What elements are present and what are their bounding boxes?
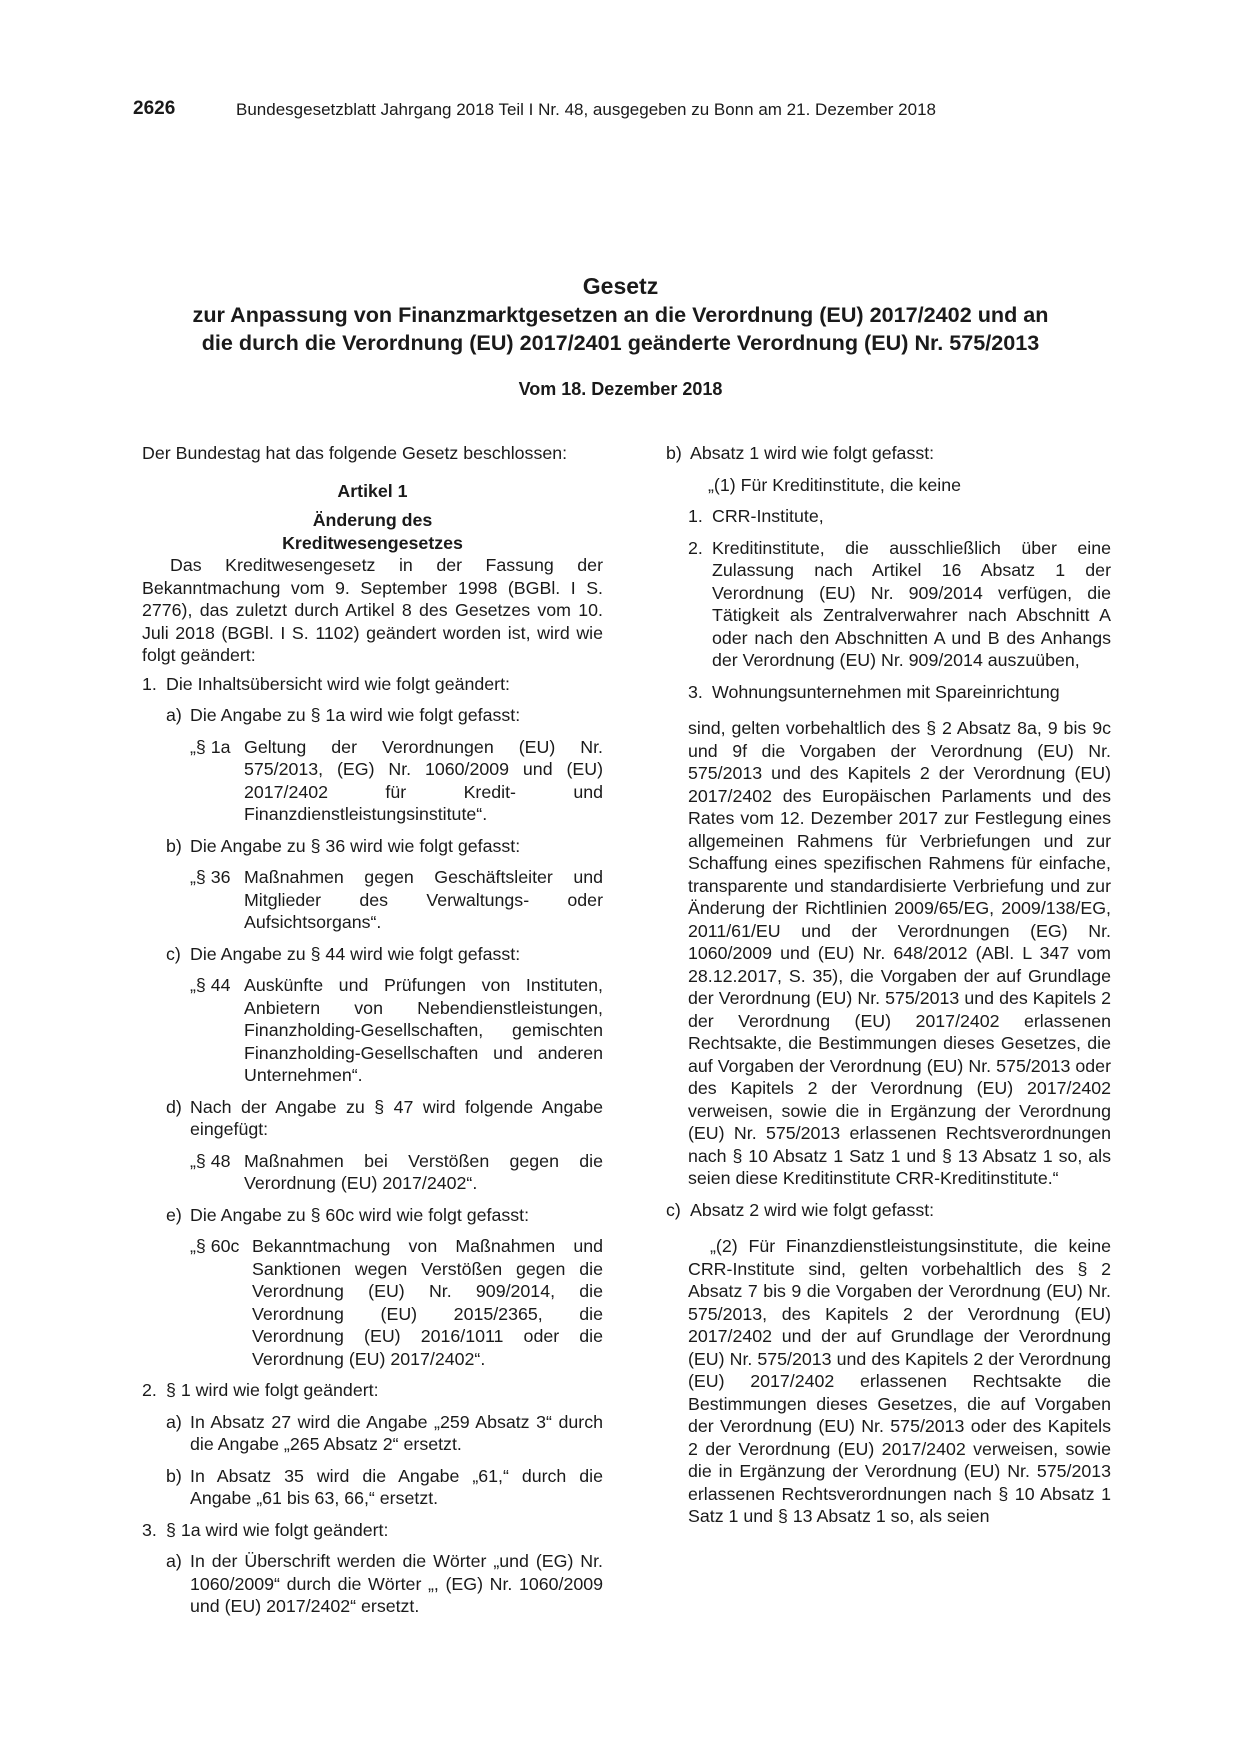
list-item [142,1379,603,1402]
item-number: 1. [142,673,157,694]
item-letter: b) [166,1465,182,1486]
list-item [666,442,1111,465]
item-text: § 1 wird wie folgt geändert: [166,1380,379,1400]
item-number: 2. [142,1380,157,1400]
list-item [166,1411,603,1456]
list-item [166,1204,603,1227]
list-item [166,1465,603,1510]
section-ref: „§ 60c [190,1236,240,1256]
section-ref: „§ 1a [190,736,231,757]
item-number: 1. [688,506,703,526]
item-letter: a) [166,1411,182,1432]
item-text: Die Inhaltsübersicht wird wie folgt geändert: [166,673,510,694]
section-ref: „§ 48 [190,1150,231,1171]
item-text: Die Angabe zu § 60c wird wie folgt gefasst: [190,1204,530,1225]
quoted-entry [190,1150,603,1195]
item-letter: a) [166,1551,182,1571]
quoted-entry [190,736,603,826]
item-text: In Absatz 35 wird die Angabe „61,“ durch die Angabe „61 bis 63, 66,“ ersetzt. [190,1465,603,1508]
item-text: CRR-Institute, [712,506,824,526]
right-column [666,442,1111,1528]
section-ref: „§ 44 [190,975,231,995]
section-ref: „§ 36 [190,867,231,887]
item-letter: b) [166,835,182,856]
item-letter: c) [166,943,181,964]
item-text: Absatz 1 wird wie folgt gefasst: [690,443,935,463]
list-item [666,1199,1111,1222]
entry-text: Auskünfte und Prüfungen von Instituten, Anbietern von Nebendienstleistungen, Finanzholding-Gesellschaften, gemischten Finanzholding-Gesellschaften und anderen Unternehmen“. [244,975,603,1085]
quote-opening: „(1) Für Kreditinstitute, die keine [708,474,961,495]
item-text: Wohnungsunternehmen mit Spareinrichtung [712,681,1060,702]
item-text: In der Überschrift werden die Wörter „und (EG) Nr. 1060/2009“ durch die Wörter „, (EG) Nr. 1060/2009 und (EU) 2017/2402“ ersetzt. [190,1551,603,1616]
left-column [142,442,603,1618]
law-title [90,272,1151,400]
preamble-paragraph: Das Kreditwesengesetz in der Fassung der Bekanntmachung vom 9. September 1998 (BGBl. I S. 2776), das zuletzt durch Artikel 8 des Gesetzes vom 10. Juli 2018 (BGBl. I S. 1102) geändert worden ist, wird wie folgt geändert: [142,555,603,665]
item-letter: a) [166,705,182,725]
item-number: 3. [142,1519,157,1540]
quoted-entry [190,1235,603,1370]
item-text: Absatz 2 wird wie folgt gefasst: [690,1199,935,1220]
list-item [688,505,1111,528]
article-label: Artikel 1 [337,480,408,501]
item-letter: c) [666,1199,681,1220]
item-letter: d) [166,1096,182,1117]
paragraph-2-body: „(2) Für Finanzdienstleistungsinstitute, die keine CRR-Institute sind, gelten vorbehaltlich des § 2 Absatz 7 bis 9 die Vorgaben der Verordnung (EU) Nr. 575/2013, des Kapitels 2 der Verordnung (EU) 2017/2402 und der auf Grundlage der Verordnung (EU) Nr. 575/2013 und des Kapitels 2 der Verordnung (EU) 2017/2402 erlassenen Rechtsakte die Bestimmungen dieses Gesetzes, die auf Vorgaben der Verordnung (EU) Nr. 575/2013 oder des Kapitels 2 der Verordnung (EU) 2017/2402 verweisen, sowie die in Ergänzung der Verordnung (EU) Nr. 575/2013 erlassenen Rechtsverordnungen nach § 10 Absatz 1 Satz 1 und § 13 Absatz 1 so, als seien [688,1236,1111,1526]
running-head: Bundesgesetzblatt Jahrgang 2018 Teil I Nr. 48, ausgegeben zu Bonn am 21. Dezember 2018 [236,100,936,119]
item-text: § 1a wird wie folgt geändert: [166,1519,389,1540]
list-item [688,681,1111,704]
list-item [142,1519,603,1542]
item-letter: b) [666,443,682,463]
item-text: Die Angabe zu § 36 wird wie folgt gefasst: [190,835,521,856]
item-number: 3. [688,681,703,702]
item-text: Kreditinstitute, die ausschließlich über eine Zulassung nach Artikel 16 Absatz 1 der Verordnung (EU) Nr. 909/2014 verfügen, die Tätigkeit als Zentralverwahrer nach Abschnitt A oder nach den Abschnitten A und B des Anhangs der Verordnung (EU) Nr. 909/2014 auszuüben, [712,537,1111,670]
item-letter: e) [166,1204,182,1225]
list-item [166,1096,603,1141]
title-line-2: zur Anpassung von Finanzmarktgesetzen an die Verordnung (EU) 2017/2402 und an [192,302,1049,327]
list-item [166,835,603,858]
quoted-entry [190,974,603,1087]
item-text: Die Angabe zu § 44 wird wie folgt gefasst: [190,943,521,964]
law-date: Vom 18. Dezember 2018 [518,379,723,399]
title-line-3: die durch die Verordnung (EU) 2017/2401 geänderte Verordnung (EU) Nr. 575/2013 [201,330,1040,355]
entry-text: Bekanntmachung von Maßnahmen und Sanktionen wegen Verstößen gegen die Verordnung (EU) Nr. 909/2014, die Verordnung (EU) 2015/2365, die Verordnung (EU) 2016/1011 oder die Verordnung (EU) 2017/2402“. [252,1236,603,1369]
paragraph-1-body: sind, gelten vorbehaltlich des § 2 Absatz 8a, 9 bis 9c und 9f die Vorgaben der Verordnung (EU) Nr. 575/2013 und des Kapitels 2 der Verordnung (EU) 2017/2402 des Europäischen Parlaments und des Rates vom 12. Dezember 2017 zur Festlegung eines allgemeinen Rahmens für Verbriefungen und zur Schaffung eines spezifischen Rahmens für einfache, transparente und standardisierte Verbriefung und zur Änderung der Richtlinien 2009/65/EG, 2009/138/EG, 2011/61/EU und der Verordnungen (EG) Nr. 1060/2009 und (EU) Nr. 648/2012 (ABl. L 347 vom 28.12.2017, S. 35), die Vorgaben der auf Grundlage der Verordnung (EU) Nr. 575/2013 und des Kapitels 2 der Verordnung (EU) 2017/2402 erlassenen Rechtsakte, die Bestimmungen dieses Gesetzes, die auf Vorgaben der Verordnung (EU) Nr. 575/2013 oder des Kapitels 2 der Verordnung (EU) 2017/2402 verweisen, sowie die in Ergänzung der Verordnung (EU) Nr. 575/2013 erlassenen Rechtsverordnungen nach § 10 Absatz 1 Satz 1 und § 13 Absatz 1 so, als seien diese Kreditinstitute CRR-Kreditinstitute.“ [688,718,1111,1188]
entry-text: Maßnahmen gegen Geschäftsleiter und Mitglieder des Verwaltungs- oder Aufsichtsorgans“. [244,867,603,932]
entry-text: Maßnahmen bei Verstößen gegen die Verordnung (EU) 2017/2402“. [244,1150,603,1193]
article-title-line-1: Änderung des [312,510,433,530]
item-text: Nach der Angabe zu § 47 wird folgende Angabe eingefügt: [190,1096,603,1139]
list-item [142,673,603,696]
article-title-line-2: Kreditwesengesetzes [282,532,463,553]
item-text: In Absatz 27 wird die Angabe „259 Absatz 3“ durch die Angabe „265 Absatz 2“ ersetzt. [190,1411,603,1454]
item-text: Die Angabe zu § 1a wird wie folgt gefasst: [190,705,521,725]
entry-text: Geltung der Verordnungen (EU) Nr. 575/2013, (EG) Nr. 1060/2009 und (EU) 2017/2402 für Kredit- und Finanzdienstleistungsinstitute“. [244,736,603,824]
list-item [166,704,603,727]
page-number: 2626 [133,98,176,119]
list-item [166,943,603,966]
intro-paragraph: Der Bundestag hat das folgende Gesetz beschlossen: [142,443,568,463]
list-item [166,1550,603,1618]
list-item [688,537,1111,672]
item-number: 2. [688,537,703,558]
title-line-1: Gesetz [582,273,659,299]
quoted-entry [190,866,603,934]
